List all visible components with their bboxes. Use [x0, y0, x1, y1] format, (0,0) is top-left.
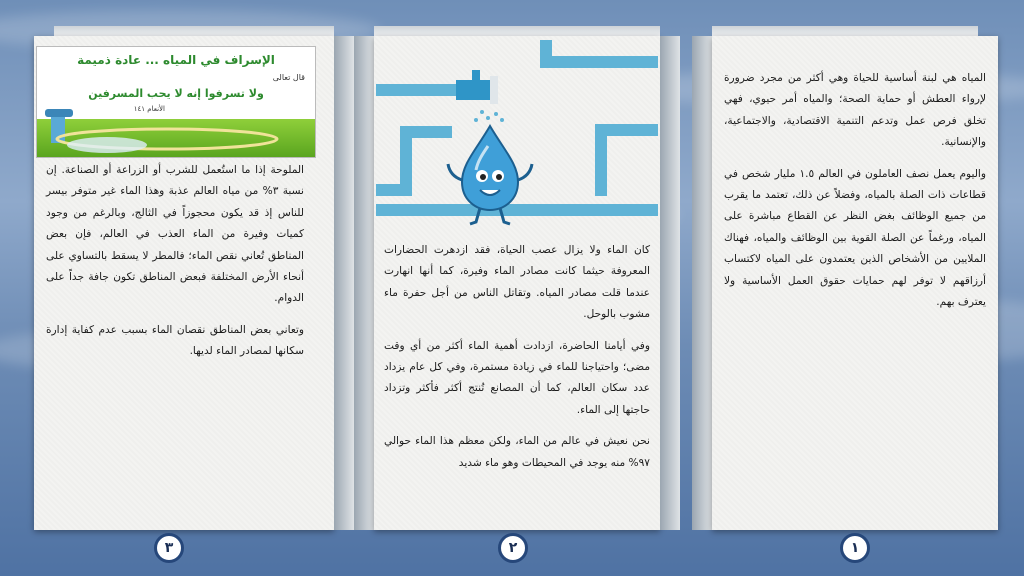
paragraph: وفي أيامنا الحاضرة، ازدادت أهمية الماء أكثر من أي وقت مضى؛ واحتياجنا للماء في زيادة مستمرة، وفي كل عام يزداد عدد سكان العالم، كما أن المصانع تُنتج أكثر فأكثر وتزداد حاجتها إلى الماء. [384, 339, 650, 416]
banner-subtitle: قال تعالى [272, 73, 305, 82]
faucet-hose-icon [37, 47, 315, 157]
paragraph: وتعاني بعض المناطق نقصان الماء بسبب عدم كفاية إدارة سكانها لمصادر الماء لديها. [46, 323, 304, 358]
paragraph: الملوحة إذا ما استُعمل للشرب أو الزراعة أو الصناعة. إن نسبة ٣% من مياه العالم عذبة وهذا الماء غير متوفر بيسر للناس إذ قد يكون محجوزاً في الثالج، وبالرغم من وجود كميات وفيرة من الماء العذب في العالم، فإن بعض المناطق تُعاني نقص الماء؛ فالمطر لا يسقط بالتساوي على أنحاء الأرض المختلفة فبعض المناطق تكون جافة جداً على الدوام. [46, 164, 304, 305]
paragraph: كان الماء ولا يزال عصب الحياة، فقد ازدهرت الحضارات المعروفة حيثما كانت مصادر الماء وفيرة، كما أنها انهارت عندما قلت مصادر المياه. وتقاتل الناس من أجل حفرة ماء مشوب بالوحل. [384, 244, 650, 321]
water-drop-illustration [376, 40, 658, 230]
water-waste-banner [36, 46, 316, 158]
panel-1-text [724, 68, 986, 323]
panel-side-edge [692, 36, 712, 530]
banner-title: الإسراف في المياه ... عادة ذميمة [77, 53, 275, 67]
page-number-2: ٢ [498, 533, 528, 563]
panel-top-edge [54, 26, 334, 36]
page-number-1: ١ [840, 533, 870, 563]
banner-verse: ولا تسرفوا إنه لا يحب المسرفين [88, 87, 264, 100]
paragraph: نحن نعيش في عالم من الماء، ولكن معظم هذا الماء حوالي ٩٧% منه يوجد في المحيطات وهو ماء شديد [384, 435, 650, 469]
paragraph: واليوم يعمل نصف العاملون في العالم ١.٥ مليار شخص في قطاعات ذات الصلة بالمياه، وفضلاً عن ذلك، تعتمد ما يقرب من جميع الوظائف بغض النظر عن القطاع مباشرة على المياه، ورغماً عن الصلة القوية بين الوظائف والمياه، فهناك الملايين من الأشخاص الذين يعتمدون على المياه لاكتساب أرزاقهم لا توفر لهم حمايات حقوق العمل الأساسية ولا يعترف بهم. [724, 167, 986, 309]
panel-2-text [384, 240, 650, 484]
panel-side-edge [660, 36, 680, 530]
panel-top-edge [374, 26, 660, 36]
page-number-3: ٣ [154, 533, 184, 563]
panel-top-edge [712, 26, 978, 36]
panel-side-edge [334, 36, 354, 530]
panel-3-text [46, 160, 304, 373]
panel-side-edge [354, 36, 374, 530]
banner-reference: الأنعام ١٤١ [133, 105, 165, 113]
paragraph: المياه هي لبنة أساسية للحياة وهي أكثر من مجرد ضرورة لإرواء العطش أو حماية الصحة؛ والمياه أمر حيوي، فهي تخلق فرص عمل وتدعم التنمية الاقتصادية، والاجتماعية، والإنسانية. [724, 72, 986, 149]
